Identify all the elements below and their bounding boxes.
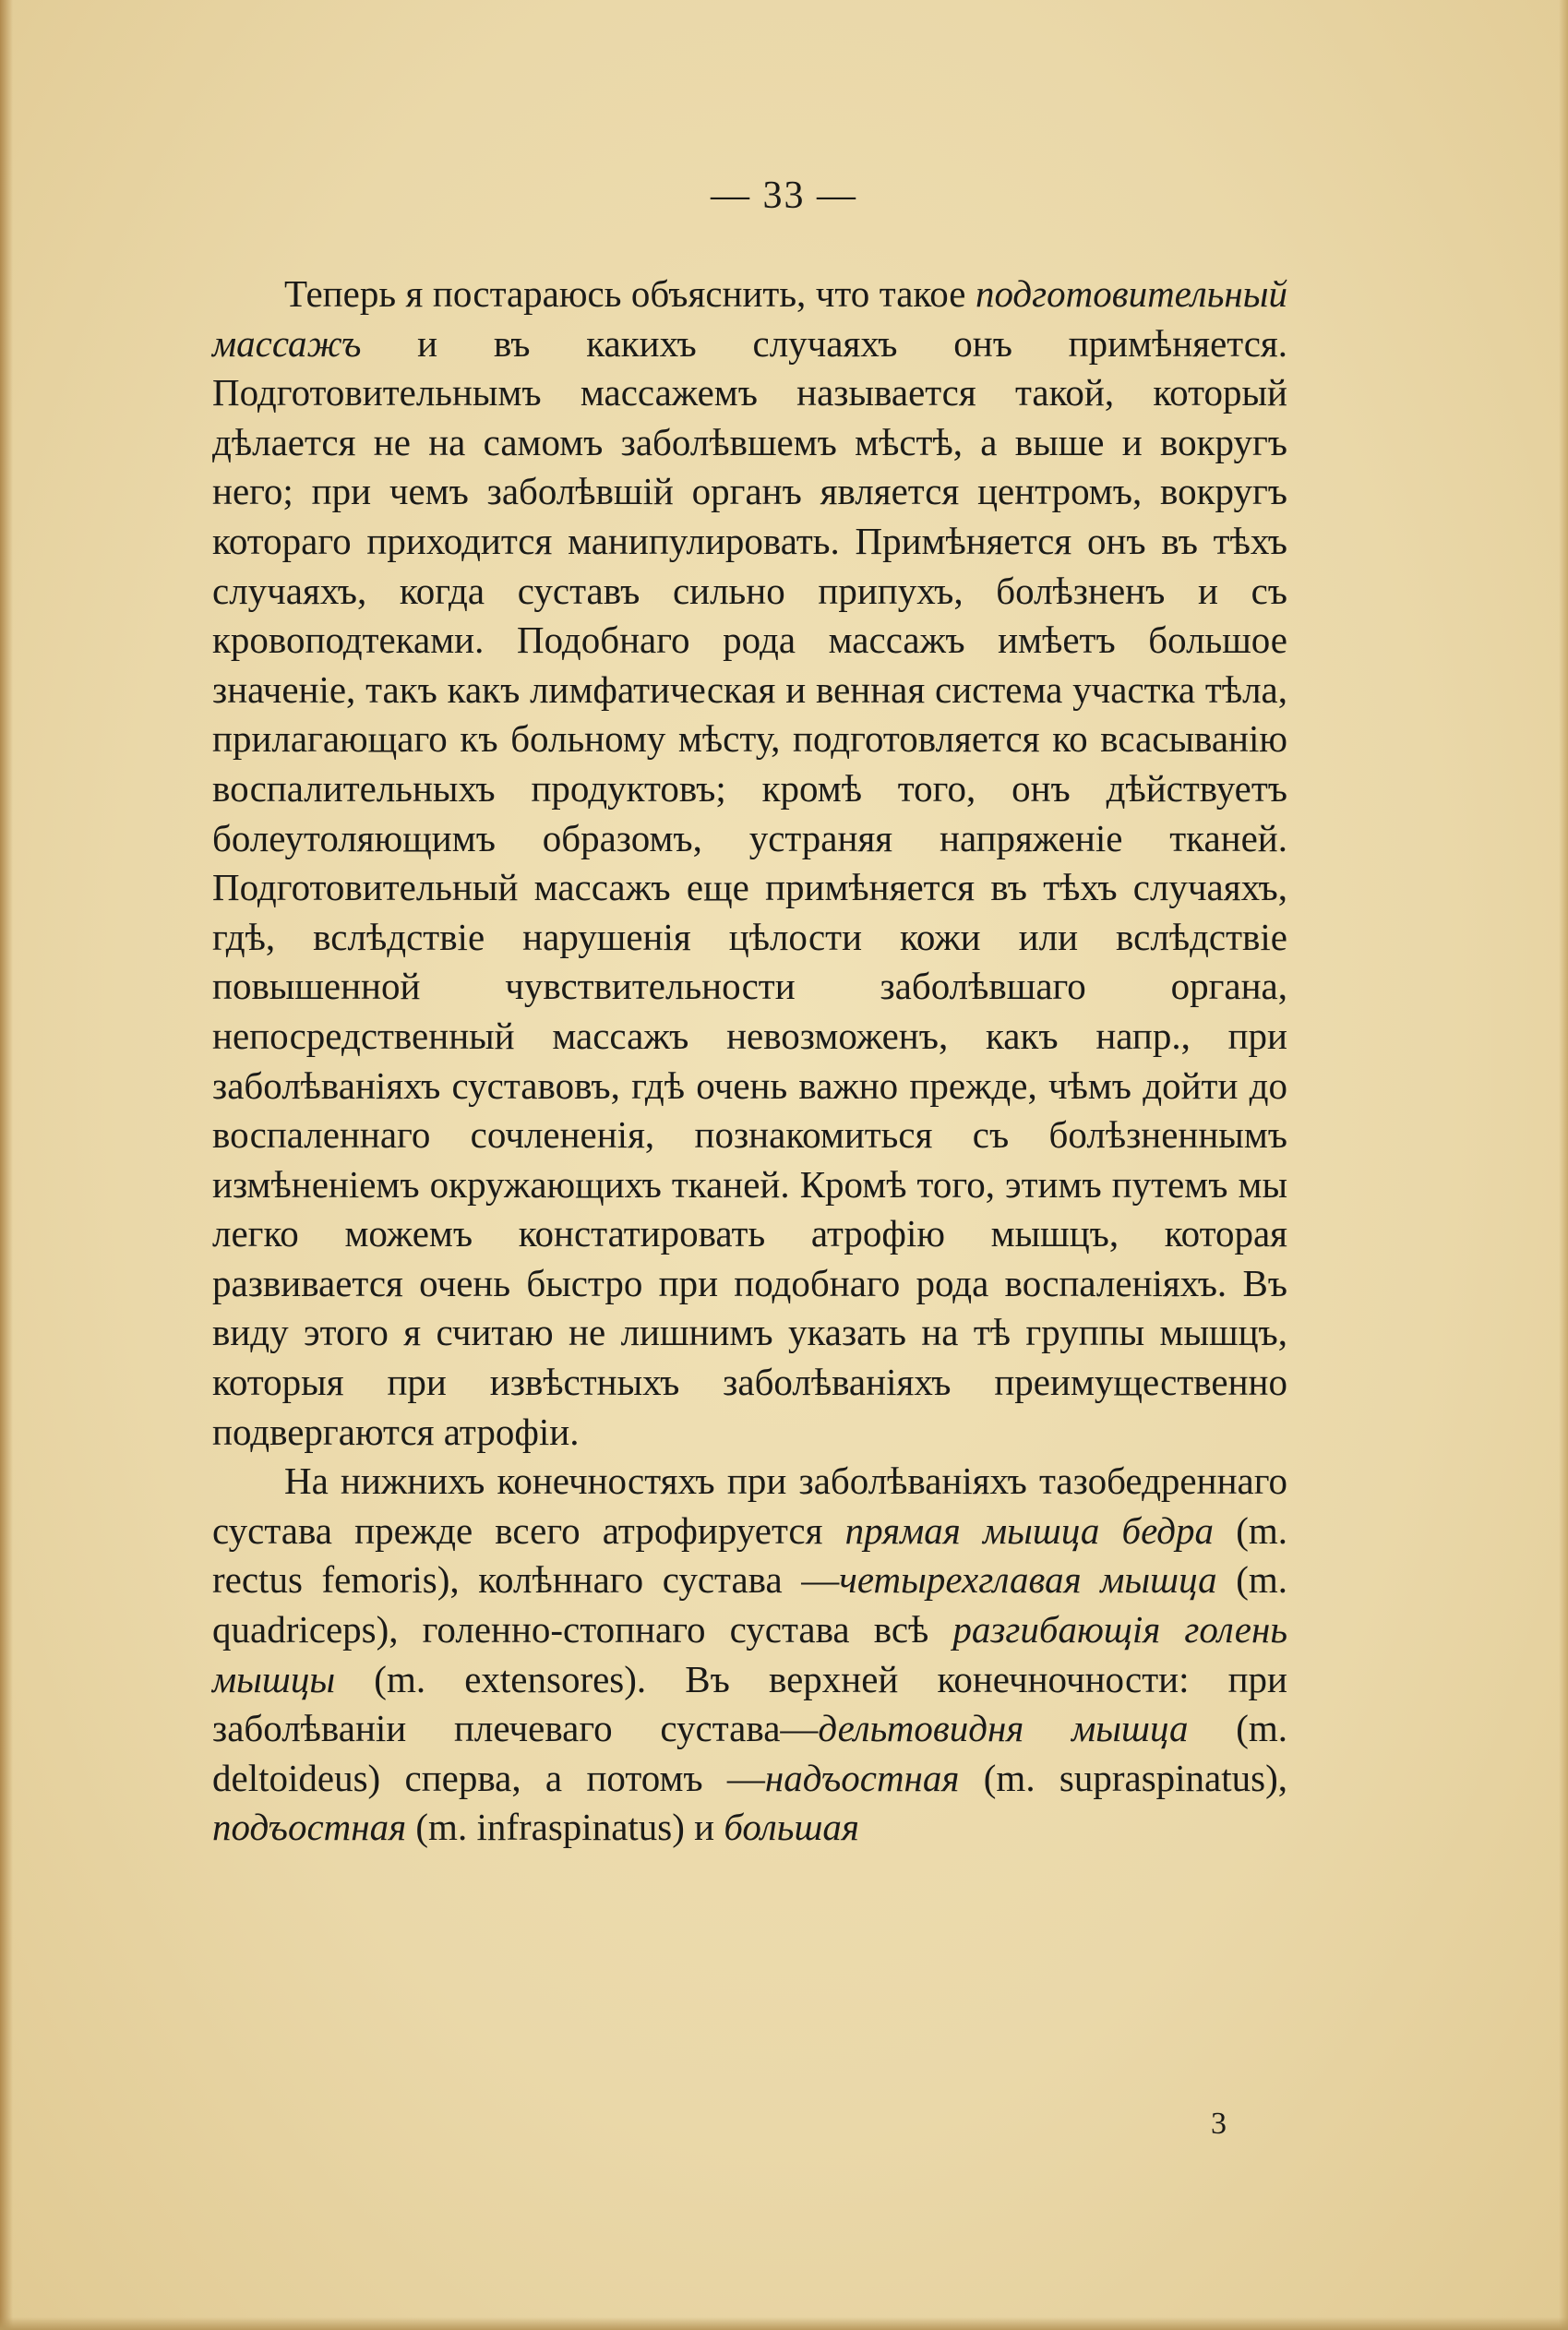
- paragraph: [212, 1457, 1287, 1853]
- page-edge-right: [1559, 0, 1568, 2330]
- paragraph: [212, 270, 1287, 1457]
- italic-term: четырехглавая мышца: [839, 1558, 1217, 1602]
- text-run: Теперь я постараюсь объяснить, что такое: [284, 272, 976, 315]
- italic-term: разгибающія голень мышцы: [212, 1608, 1287, 1700]
- text-run: (m. deltoideus) сперва, а потомъ —: [212, 1707, 1287, 1799]
- italic-term: надъостная: [764, 1756, 960, 1799]
- text-run: (m. quadriceps), голенно-стопнаго сустава всѣ: [212, 1558, 1287, 1651]
- text-run: (m. supraspinatus),: [959, 1756, 1287, 1799]
- italic-term: большая: [724, 1806, 859, 1849]
- body-text: [212, 270, 1287, 1853]
- text-run: (m. extensores). Въ верхней конечночности: при заболѣваніи плечеваго сустава—: [212, 1657, 1287, 1750]
- signature-mark: 3: [1211, 2107, 1227, 2141]
- text-run: (m. infraspinatus) и: [406, 1806, 724, 1849]
- text-run: На нижнихъ конечностяхъ при заболѣваніяхъ тазобедреннаго сустава прежде всего атрофируется: [212, 1459, 1287, 1552]
- italic-term: подъостная: [212, 1806, 407, 1849]
- text-run: и въ какихъ случаяхъ онъ примѣняется. Подготовительнымъ массажемъ называется такой, который дѣлается не на самомъ заболѣвшемъ мѣстѣ, а выше и вокругъ него; при чемъ заболѣвшій органъ является центромъ, вокругъ котораго приходится манипулировать. Примѣняется онъ въ тѣхъ случаяхъ, когда суставъ сильно припухъ, болѣзненъ и съ кровоподтеками. Подобнаго рода массажъ имѣетъ большое значеніе, такъ какъ лимфатическая и венная система участка тѣла, прилагающаго къ больному мѣсту, подготовляется ко всасыванію воспалительныхъ продуктовъ; кромѣ того, онъ дѣйствуетъ болеутоляющимъ образомъ, устраняя напряженіе тканей. Подготовительный массажъ еще примѣняется въ тѣхъ случаяхъ, гдѣ, вслѣдствіе нарушенія цѣлости кожи или вслѣдствіе повышенной чувствительности заболѣвшаго органа, непосредственный массажъ невозможенъ, какъ напр., при заболѣваніяхъ суставовъ, гдѣ очень важно прежде, чѣмъ дойти до воспаленнаго сочлененія, познакомиться съ болѣзненнымъ измѣненіемъ окружающихъ тканей. Кромѣ того, этимъ путемъ мы легко можемъ констатировать атрофію мышцъ, которая развивается очень быстро при подобнаго рода воспаленіяхъ. Въ виду этого я считаю не лишнимъ указать на тѣ группы мышцъ, которыя при извѣстныхъ заболѣваніяхъ преимущественно подвергаются атрофіи.: [212, 321, 1287, 1453]
- text-run: (m. rectus femoris), колѣннаго сустава —: [212, 1508, 1287, 1602]
- italic-term: подготовительный массажъ: [212, 272, 1287, 365]
- italic-term: прямая мышца бедра: [844, 1508, 1215, 1552]
- page-edge-bottom: [0, 2317, 1568, 2330]
- italic-term: дельтовидня мышца: [818, 1707, 1189, 1750]
- page-number: — 33 —: [711, 174, 857, 217]
- page-edge-left: [0, 0, 13, 2330]
